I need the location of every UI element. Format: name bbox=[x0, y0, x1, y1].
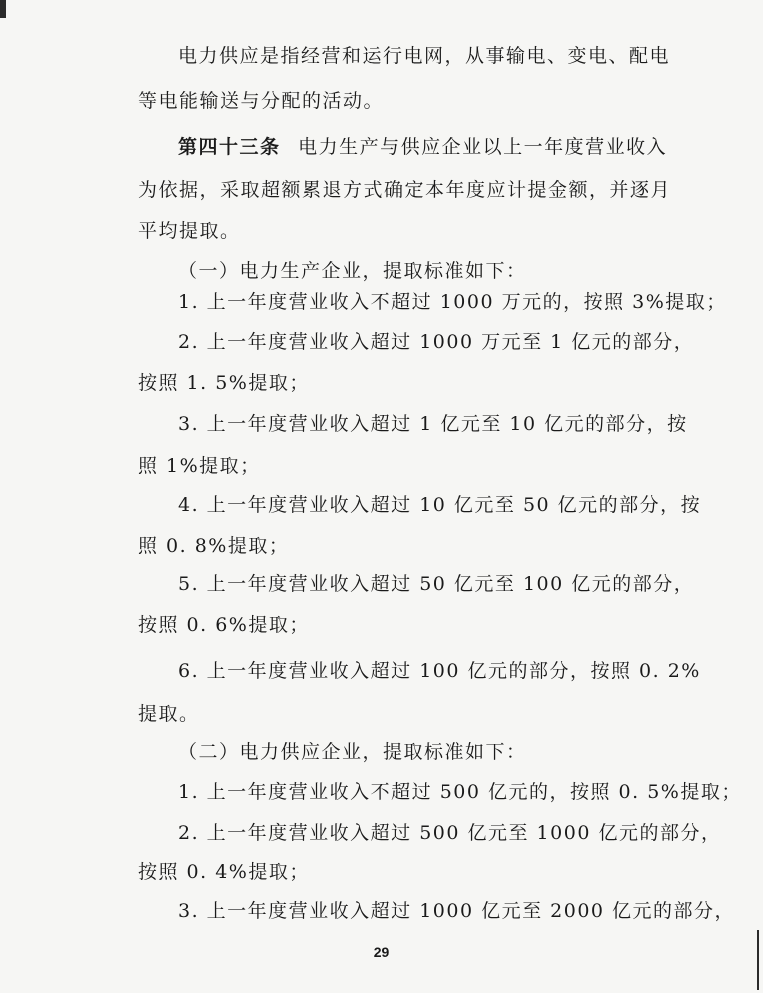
list-item: 4. 上一年度营业收入超过 10 亿元至 50 亿元的部分，按 bbox=[178, 494, 702, 516]
list-item: 2. 上一年度营业收入超过 1000 万元至 1 亿元的部分， bbox=[178, 331, 695, 353]
list-item-continuation: 按照 1. 5%提取； bbox=[138, 372, 310, 394]
paragraph-line: 等电能输送与分配的活动。 bbox=[138, 90, 385, 112]
list-item-continuation: 提取。 bbox=[138, 703, 200, 725]
article-text: 电力生产与供应企业以上一年度营业收入 bbox=[298, 136, 668, 158]
section-heading: （二）电力供应企业，提取标准如下： bbox=[178, 741, 527, 763]
list-item: 3. 上一年度营业收入超过 1 亿元至 10 亿元的部分，按 bbox=[178, 413, 688, 435]
article-43-line bbox=[0, 135, 763, 159]
list-item: 1. 上一年度营业收入不超过 500 亿元的，按照 0. 5%提取； bbox=[178, 781, 742, 803]
section-heading: （一）电力生产企业，提取标准如下： bbox=[178, 260, 527, 282]
list-item-continuation: 按照 0. 6%提取； bbox=[138, 614, 310, 636]
list-item: 3. 上一年度营业收入超过 1000 亿元至 2000 亿元的部分， bbox=[178, 900, 736, 922]
list-item: 6. 上一年度营业收入超过 100 亿元的部分，按照 0. 2% bbox=[178, 660, 701, 682]
scan-edge-mark bbox=[0, 0, 6, 18]
list-item: 5. 上一年度营业收入超过 50 亿元至 100 亿元的部分， bbox=[178, 573, 695, 595]
paragraph-line: 平均提取。 bbox=[138, 220, 241, 242]
paragraph-line: 为依据，采取超额累退方式确定本年度应计提金额，并逐月 bbox=[138, 179, 672, 201]
list-item: 1. 上一年度营业收入不超过 1000 万元的，按照 3%提取； bbox=[178, 291, 727, 313]
paragraph-line: 电力供应是指经营和运行电网，从事输电、变电、配电 bbox=[178, 45, 671, 67]
list-item: 2. 上一年度营业收入超过 500 亿元至 1000 亿元的部分， bbox=[178, 822, 722, 844]
article-number: 第四十三条 bbox=[178, 136, 281, 158]
scan-edge-mark bbox=[757, 930, 759, 990]
list-item-continuation: 照 0. 8%提取； bbox=[138, 535, 290, 557]
page-number: 29 bbox=[373, 944, 390, 960]
list-item-continuation: 照 1%提取； bbox=[138, 455, 261, 477]
list-item-continuation: 按照 0. 4%提取； bbox=[138, 861, 310, 883]
